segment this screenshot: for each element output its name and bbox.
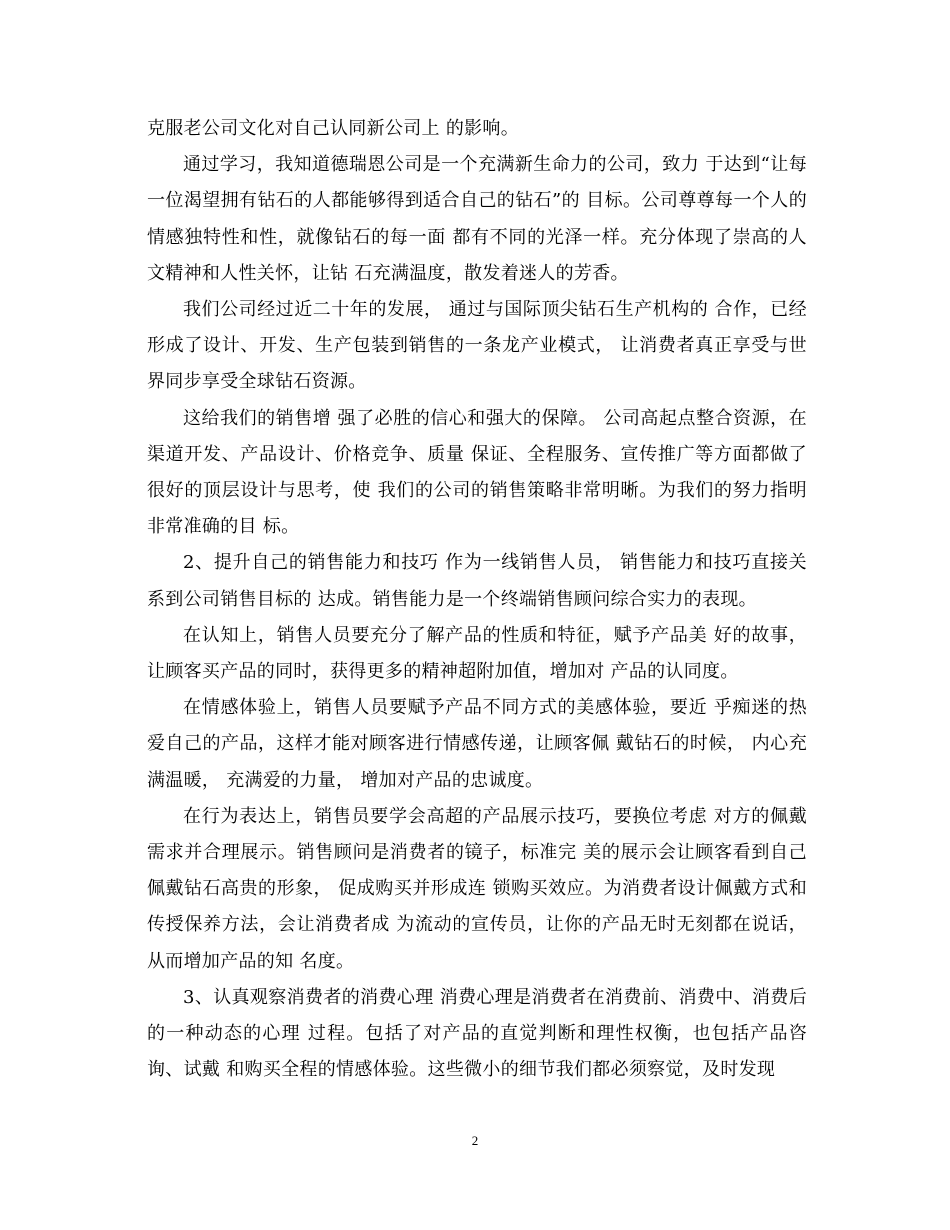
paragraph-behavior-expression: 在行为表达上，销售员要学会高超的产品展示技巧，要换位考虑 对方的佩戴需求并合理展示。销售顾问是消费者的镜子，标准完 美的展示会让顾客看到自己佩戴钻石高贵的形象， 促成购买并形成连 锁购买效应。为消费者设计佩戴方式和传授保养方法，会让消费者成 为流动的宣传员，让你的产品无时无刻都在说话，从而增加产品的知 名度。 [147,805,807,972]
paragraph-company-development: 我们公司经过近二十年的发展， 通过与国际顶尖钻石生产机构的 合作，已经形成了设计、开发、生产包装到销售的一条龙产业模式， 让消费者真正享受与世界同步享受全球钻石资源。 [147,299,807,393]
paragraph-continuation: 克服老公司文化对自己认同新公司上 的影响。 [147,118,520,139]
paragraph-emotional-experience: 在情感体验上，销售人员要赋予产品不同方式的美感体验，要近 乎痴迷的热爱自己的产品，这样才能对顾客进行情感传递，让顾客佩 戴钻石的时候， 内心充满温暖， 充满爱的力量， 增加对产品的忠诚度。 [147,697,807,791]
document-body [147,111,807,1088]
paragraph-company-mission: 通过学习，我知道德瑞恩公司是一个充满新生命力的公司，致力 于达到“让每一位渴望拥有钻石的人都能够得到适合自己的钻石”的 目标。公司尊尊每一个人的情感独特性和性，就像钻石的每一面 都有不同的光泽一样。充分体现了崇高的人文精神和人性关怀，让钻 石充满温度，散发着迷人的芳香。 [147,154,807,284]
paragraph-sales-skills: 2、提升自己的销售能力和技巧 作为一线销售人员， 销售能力和技巧直接关系到公司销售目标的 达成。销售能力是一个终端销售顾问综合实力的表现。 [147,552,807,610]
paragraph-cognition: 在认知上，销售人员要充分了解产品的性质和特征，赋予产品美 好的故事，让顾客买产品的同时，获得更多的精神超附加值，增加对 产品的认同度。 [147,624,807,683]
page-number: 2 [471,1133,479,1148]
paragraph-sales-confidence: 这给我们的销售增 强了必胜的信心和强大的保障。 公司高起点整合资源，在渠道开发、产品设计、价格竞争、质量 保证、全程服务、宣传推广等方面都做了很好的顶层设计与思考，使 我们的公司的销售策略非常明晰。为我们的努力指明非常准确的目 标。 [147,407,807,538]
paragraph-consumer-psychology: 3、认真观察消费者的消费心理 消费心理是消费者在消费前、消费中、消费后的一种动态的心理 过程。包括了对产品的直觉判断和理性权衡，也包括产品咨询、试戴 和购买全程的情感体验。这些微小的细节我们都必须察觉，及时发现 [147,986,807,1081]
